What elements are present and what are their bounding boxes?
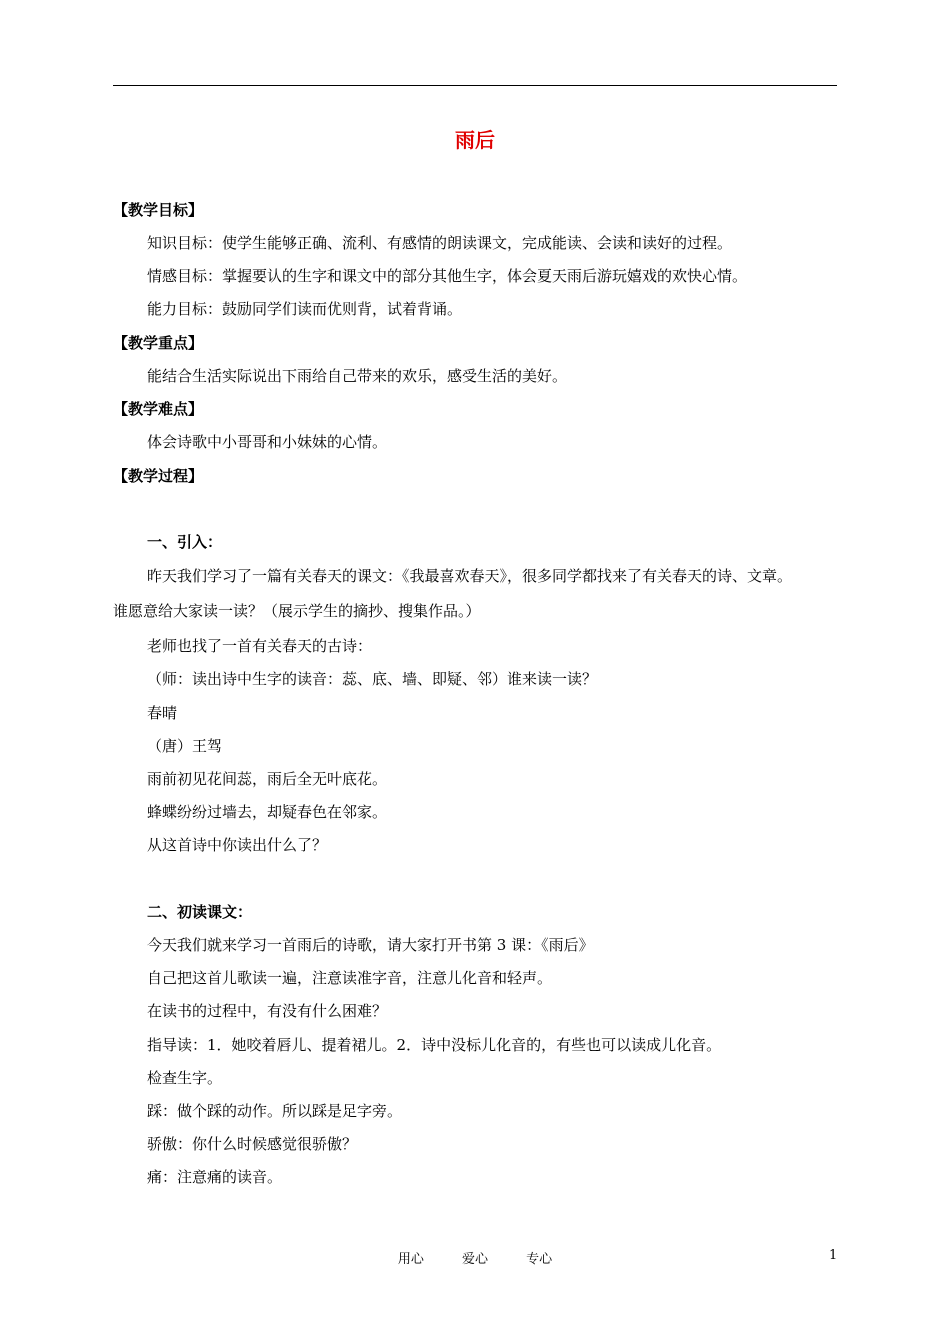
poem-line: 雨前初见花间蕊，雨后全无叶底花。 (147, 770, 388, 788)
paragraph-line: 从这首诗中你读出什么了？ (147, 836, 328, 854)
footer-motto: 爱心 (461, 1252, 488, 1267)
paragraph-line: 昨天我们学习了一篇有关春天的课文：《我最喜欢春天》，很多同学都找来了有关春天的诗、文章。 (147, 567, 793, 585)
poem-author: （唐）王驾 (147, 737, 223, 755)
goal-ability: 能力目标：鼓励同学们读而优则背，试着背诵。 (147, 300, 463, 318)
paragraph-line: 自己把这首儿歌读一遍，注意读准字音，注意儿化音和轻声。 (147, 969, 553, 987)
paragraph-line: 老师也找了一首有关春天的古诗： (147, 637, 373, 655)
process-heading: 【教学过程】 (113, 467, 204, 485)
goal-knowledge: 知识目标：使学生能够正确、流利、有感情的朗读课文，完成能读、会读和读好的过程。 (147, 234, 733, 252)
paragraph-line: 痛：注意痛的读音。 (147, 1168, 283, 1186)
key-point: 能结合生活实际说出下雨给自己带来的欢乐，感受生活的美好。 (147, 367, 568, 385)
paragraph-line: 在读书的过程中，有没有什么困难？ (147, 1002, 388, 1020)
footer-motto: 专心 (526, 1252, 553, 1267)
paragraph-line: 检查生字。 (147, 1069, 223, 1087)
footer-mottos (0, 1248, 950, 1267)
part2-heading: 二、初读课文： (147, 903, 253, 921)
page-number: 1 (829, 1248, 838, 1263)
goal-emotion: 情感目标：掌握要认的生字和课文中的部分其他生字，体会夏天雨后游玩嬉戏的欢快心情。 (147, 267, 748, 285)
key-heading: 【教学重点】 (113, 334, 204, 352)
part1-heading: 一、引入： (147, 533, 223, 551)
paragraph-line: 谁愿意给大家读一读？（展示学生的摘抄、搜集作品。） (113, 602, 481, 620)
paragraph-line: 指导读：1．她咬着唇儿、提着裙儿。2．诗中没标儿化音的，有些也可以读成儿化音。 (147, 1036, 722, 1054)
difficulty-heading: 【教学难点】 (113, 400, 204, 418)
header-rule (113, 85, 837, 86)
footer-motto: 用心 (397, 1252, 424, 1267)
poem-title: 春晴 (147, 704, 178, 722)
poem-line: 蜂蝶纷纷过墙去，却疑春色在邻家。 (147, 803, 388, 821)
paragraph-line: （师：读出诗中生字的读音：蕊、底、墙、即疑、邻）谁来读一读？ (147, 670, 598, 688)
paragraph-line: 踩：做个踩的动作。所以踩是足字旁。 (147, 1102, 403, 1120)
difficulty-point: 体会诗歌中小哥哥和小妹妹的心情。 (147, 433, 388, 451)
paragraph-line: 骄傲：你什么时候感觉很骄傲？ (147, 1135, 358, 1153)
goal-heading: 【教学目标】 (113, 201, 204, 219)
page-title: 雨后 (455, 128, 495, 152)
paragraph-line: 今天我们就来学习一首雨后的诗歌，请大家打开书第 3 课：《雨后》 (147, 936, 594, 954)
